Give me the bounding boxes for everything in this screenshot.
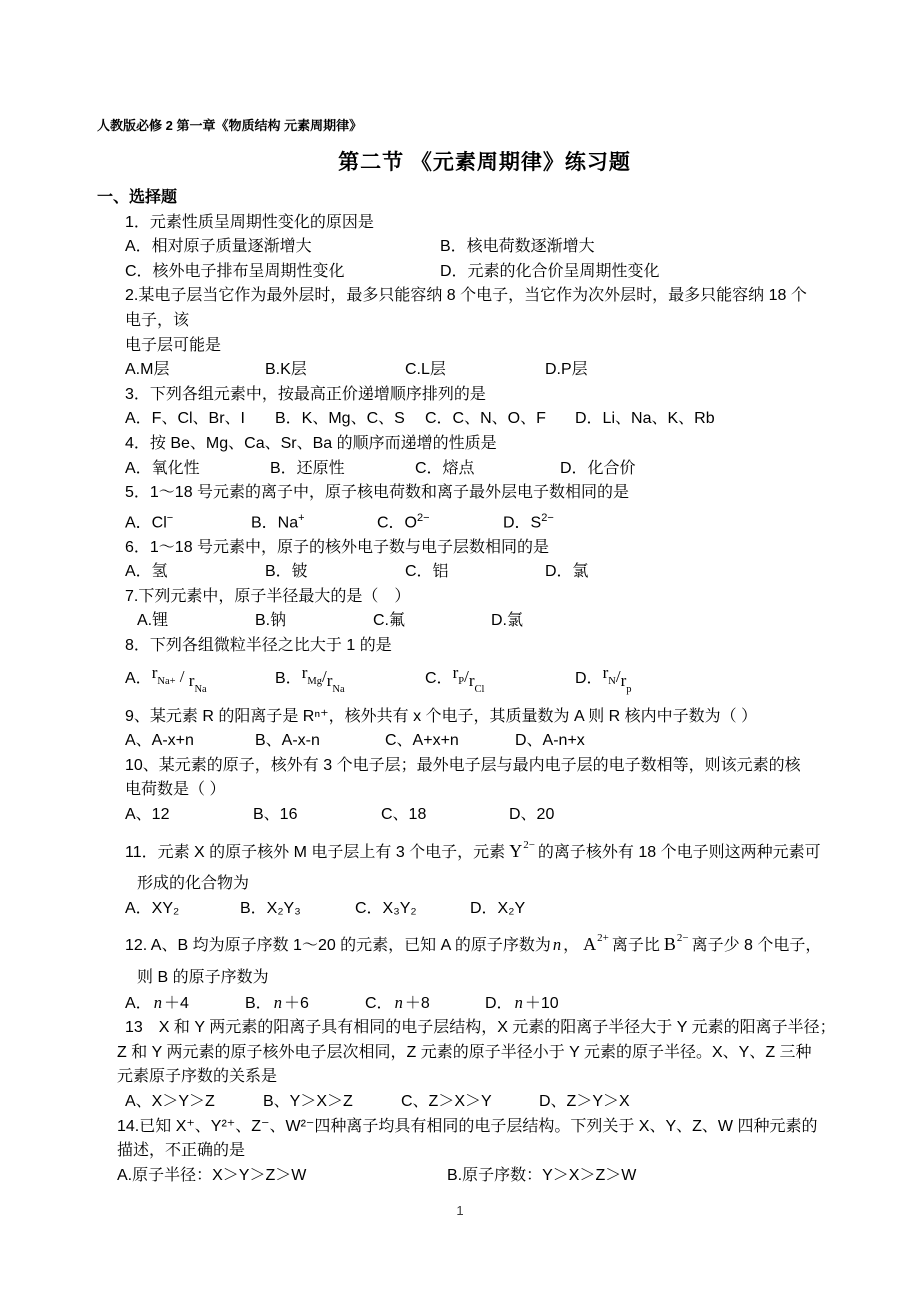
option-a: A．相对原子质量逐渐增大 <box>125 238 312 256</box>
question-9-options <box>97 729 872 754</box>
question-10-stem-line-1: 10、某元素的原子，核外有 3 个电子层；最外电子层与最内电子层的电子数相等，则该元素的核 <box>125 756 801 774</box>
option-c: C．$r_P/r_{Cl}$ <box>425 662 485 695</box>
question-1-stem: 1．元素性质呈周期性变化的原因是 <box>125 213 374 231</box>
option-d: D.P层 <box>545 361 588 379</box>
option-a: A．$r_{Na+} / r_{Na}$ <box>125 662 207 695</box>
radius-ratio-formula: $r_{Na+} / r_{Na}$ <box>151 662 207 695</box>
question-11-stem-line-1: 11．元素 X 的原子核外 M 电子层上有 3 个电子，元素 $Y^{2-}$ 的离子核外有 18 个电子则这两种元素可 <box>125 838 821 861</box>
question-14-stem-line-2: 描述，不正确的是 <box>117 1142 246 1160</box>
option-d: D.氯 <box>491 612 524 630</box>
question-13-options <box>97 1090 872 1115</box>
option-b: B．X₂Y₃ <box>240 899 301 917</box>
radius-ratio-formula: $r_{Mg}/r_{Na}$ <box>301 662 345 695</box>
option-c: C． n ＋8 <box>365 992 430 1012</box>
option-b: B、A-x-n <box>255 732 320 750</box>
option-b: B．铍 <box>265 563 308 581</box>
question-8-options <box>97 659 872 705</box>
option-c: C．熔点 <box>415 459 475 477</box>
option-c: C．铝 <box>405 563 449 581</box>
option-d: D．氯 <box>545 563 589 581</box>
atomic-number-variable: n <box>552 935 562 955</box>
question-3-stem: 3．下列各组元素中，按最高正价递增顺序排列的是 <box>125 385 486 403</box>
radius-ratio-formula: $r_P/r_{Cl}$ <box>452 662 485 695</box>
question-2-stem-line-1: 2.某电子层当它作为最外层时，最多只能容纳 8 个电子，当它作为次外层时，最多只能容纳 18 个 <box>125 287 807 305</box>
option-b: B．还原性 <box>270 459 345 477</box>
question-13-stem-line-2: Z 和 Y 两元素的原子核外电子层次相同，Z 元素的原子半径小于 Y 元素的原子半径。X、Y、Z 三种 <box>117 1043 812 1061</box>
option-d: D．$S^{2-}$ <box>503 511 554 532</box>
ion-charge: + <box>298 511 305 524</box>
option-a: A、X＞Y＞Z <box>125 1092 215 1110</box>
question-11-options <box>97 897 872 922</box>
question-9-stem: 9、某元素 R 的阳离子是 Rⁿ⁺，核外共有 x 个电子，其质量数为 A 则 R 核内中子数为（ ） <box>125 707 758 725</box>
doc-header: 人教版必修 2 第一章《物质结构 元素周期律》 <box>97 118 363 133</box>
option-b: B． n ＋6 <box>245 992 309 1012</box>
option-a: A、12 <box>125 805 170 823</box>
option-a: A.M层 <box>125 361 170 379</box>
ion-charge: 2− <box>541 511 554 524</box>
option-c: C．X₃Y₂ <box>355 899 417 917</box>
option-d: D． n ＋10 <box>485 992 559 1012</box>
option-a: A.锂 <box>137 612 169 630</box>
section-heading: 一、选择题 <box>97 189 178 206</box>
option-b: B、Y＞X＞Z <box>263 1092 353 1110</box>
option-d: D．化合价 <box>560 459 636 477</box>
option-c: C．核外电子排布呈周期性变化 <box>125 262 345 280</box>
question-6-stem: 6．1～18 号元素中，原子的核外电子数与电子层数相同的是 <box>125 538 550 556</box>
question-7-options <box>97 609 872 634</box>
option-a: A． n ＋4 <box>125 992 189 1012</box>
ion-formula: $A^{2+}$ <box>583 932 609 955</box>
option-c: C.氟 <box>373 612 406 630</box>
option-c: C．C、N、O、F <box>425 410 546 428</box>
option-a: A.原子半径：X＞Y＞Z＞W <box>117 1166 307 1184</box>
option-b: B.原子序数：Y＞X＞Z＞W <box>447 1166 637 1184</box>
option-b: B.钠 <box>255 612 287 630</box>
option-d: D、20 <box>509 805 555 823</box>
question-6-options <box>97 560 872 585</box>
option-d: D．$r_N/r_p$ <box>575 662 632 695</box>
question-10-options <box>97 803 872 828</box>
option-b: B．核电荷数逐渐增大 <box>440 238 595 256</box>
option-b: B．Na+ <box>251 511 305 532</box>
question-7-stem: 7.下列元素中，原子半径最大的是（ ） <box>125 587 411 605</box>
option-d: D．元素的化合价呈周期性变化 <box>440 262 660 280</box>
question-1-options-row-1 <box>97 235 872 260</box>
option-a: A．氧化性 <box>125 459 200 477</box>
question-5-options <box>97 506 872 536</box>
option-d: D、Z＞Y＞X <box>539 1092 630 1110</box>
question-14-options <box>97 1164 872 1189</box>
option-d: D．Li、Na、K、Rb <box>575 410 715 428</box>
option-d: D．X₂Y <box>470 899 526 917</box>
ion-formula: $Y^{2-}$ <box>509 838 535 861</box>
option-d: D、A-n+x <box>515 732 585 750</box>
option-c: C、18 <box>381 805 427 823</box>
question-10-stem-line-2: 电荷数是（ ） <box>125 781 226 799</box>
option-b: B．$r_{Mg}/r_{Na}$ <box>275 662 345 695</box>
option-c: C．$O^{2-}$ <box>377 511 430 532</box>
question-12-options <box>97 991 872 1017</box>
page-title: 第二节 《元素周期律》练习题 <box>338 151 631 174</box>
option-a: A、A-x+n <box>125 732 194 750</box>
option-a: A．XY₂ <box>125 899 180 917</box>
radius-ratio-formula: $r_N/r_p$ <box>602 662 632 695</box>
question-2-options <box>97 358 872 383</box>
question-1-options-row-2 <box>97 260 872 285</box>
question-2-stem-line-3: 电子层可能是 <box>125 336 222 354</box>
option-a: A．Cl− <box>125 511 174 532</box>
ion-formula: $B^{2-}$ <box>663 932 689 955</box>
question-13-stem-line-1: 13 X 和 Y 两元素的阳离子具有相同的电子层结构，X 元素的阳离子半径大于 Y 元素的阳离子半径； <box>125 1019 836 1037</box>
page-number: 1 <box>456 1203 464 1218</box>
ion-charge: 2− <box>417 511 430 524</box>
question-13-stem-line-3: 元素原子序数的关系是 <box>117 1068 278 1086</box>
option-a: A．F、Cl、Br、I <box>125 410 246 428</box>
question-5-stem: 5．1～18 号元素的离子中，原子核电荷数和离子最外层电子数相同的是 <box>125 484 630 502</box>
ion-charge: − <box>166 511 174 524</box>
question-4-stem: 4．按 Be、Mg、Ca、Sr、Ba 的顺序而递增的性质是 <box>125 434 497 452</box>
question-11-stem-line-2: 形成的化合物为 <box>137 875 250 893</box>
option-c: C、A+x+n <box>385 732 459 750</box>
question-12-stem-line-2: 则 B 的原子序数为 <box>137 968 269 986</box>
question-2-stem-line-2: 电子，该 <box>125 311 190 329</box>
option-c: C.L层 <box>405 361 446 379</box>
option-c: C、Z＞X＞Y <box>401 1092 492 1110</box>
option-b: B、16 <box>253 805 298 823</box>
question-14-stem-line-1: 14.已知 X⁺、Y²⁺、Z⁻、W²⁻四种离子均具有相同的电子层结构。下列关于 X、Y、Z、W 四种元素的 <box>117 1117 818 1135</box>
option-b: B.K层 <box>265 361 307 379</box>
question-3-options <box>97 407 872 432</box>
option-a: A．氢 <box>125 563 168 581</box>
option-b: B．K、Mg、C、S <box>275 410 405 428</box>
question-4-options <box>97 457 872 482</box>
question-8-stem: 8．下列各组微粒半径之比大于 1 的是 <box>125 637 392 655</box>
document-content <box>97 116 872 1188</box>
question-12-stem-line-1: 12. A、B 均为原子序数 1～20 的元素，已知 A 的原子序数为 n ， $A^{2+}$ 离子比 $B^{2-}$ 离子少 8 个电子， <box>125 932 822 955</box>
